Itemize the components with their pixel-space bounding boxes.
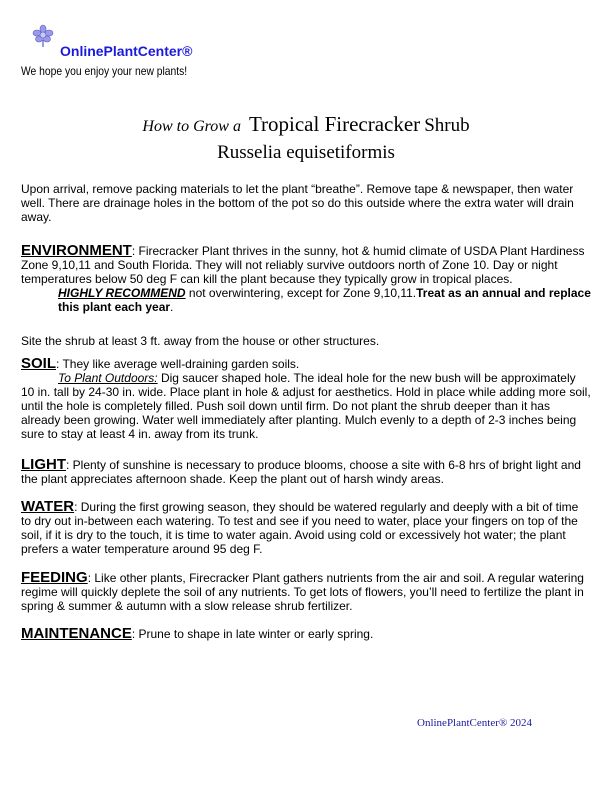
brand-name: OnlinePlantCenter® [60,43,193,59]
recommend-label: HIGHLY RECOMMEND [58,286,186,300]
light-heading: LIGHT [21,456,66,473]
site-paragraph: Site the shrub at least 3 ft. away from the house or other structures. [21,334,380,348]
outdoor-label: To Plant Outdoors: [58,371,158,385]
feeding-heading: FEEDING [21,569,88,586]
light-text: : Plenty of sunshine is necessary to produce blooms, choose a site with 6-8 hrs of bright light and the plant appreciates afternoon shade. Keep the plant out of harsh windy areas. [21,458,581,486]
environment-section [21,244,591,314]
outdoor-text: Dig saucer shaped hole. The ideal hole for the new bush will be approximately 10 in. tall by 24-30 in. wide. Place plant in hole & adjust for aesthetics. Hold in place while adding more soil, until the hole is completely filled. Push soil down until firm. Do not plant the shrub deeper than it has already been growing. Water well immediately after planting. Mulch evenly to a depth of 2-3 inches being sure to stay at least 4 in. away from its trunk. [21,371,591,441]
tagline: We hope you enjoy your new plants! [21,64,188,78]
intro-paragraph: Upon arrival, remove packing materials to let the plant “breathe”. Remove tape & newspaper, then water well. There are drainage holes in the bottom of the pot so do this outside where the extra water will drain away. [21,182,574,224]
environment-text: : Firecracker Plant thrives in the sunny, hot & humid climate of USDA Plant Hardiness Zone 9,10,11 and South Florida. They will not reliably survive outdoors north of Zone 10. Day or night temperatures below 50 deg F can kill the plant because they typically grow in tropical places. [21,244,585,286]
feeding-text: : Like other plants, Firecracker Plant gathers nutrients from the air and soil. A regular watering regime will quickly deplete the soil of any nutrients. To get lots of flowers, you’ll need to fertilize the plant in spring & summer & autumn with a slow release shrub fertilizer. [21,571,584,613]
page-title [0,112,612,137]
recommend-text: not overwintering, except for Zone 9,10,11. [185,286,417,300]
water-heading: WATER [21,498,75,515]
recommend-end: . [170,300,174,314]
soil-section [21,357,591,441]
maintenance-heading: MAINTENANCE [21,625,132,642]
flower-icon [32,24,54,48]
maintenance-text: : Prune to shape in late winter or early spring. [131,627,374,641]
water-text: : During the first growing season, they should be watered regularly and deeply with a bit of time to dry out in-between each watering. To test and see if you need to water, place your fingers on top of the soil, if it is dry to the touch, it is time to water again. Avoid using cold or excessively hot water; the plant prefers a water temperature around 95 deg F. [21,500,579,556]
feeding-section [21,571,591,613]
title-kind: Shrub [424,115,470,136]
environment-heading: ENVIRONMENT [21,242,132,259]
recommend-line [21,286,591,314]
soil-text: : They like average well-draining garden soils. [56,357,300,371]
title-plant: Tropical Firecracker [248,112,421,136]
recommend-bold: Treat as an annual and replace this plant each year [58,286,591,314]
soil-heading: SOIL [21,355,57,372]
water-section [21,500,591,556]
maintenance-section [21,627,591,641]
title-prefix: How to Grow a [142,118,241,135]
footer-copyright: OnlinePlantCenter® 2024 [417,717,532,729]
light-section [21,458,591,486]
latin-name: Russelia equisetiformis [217,142,395,163]
